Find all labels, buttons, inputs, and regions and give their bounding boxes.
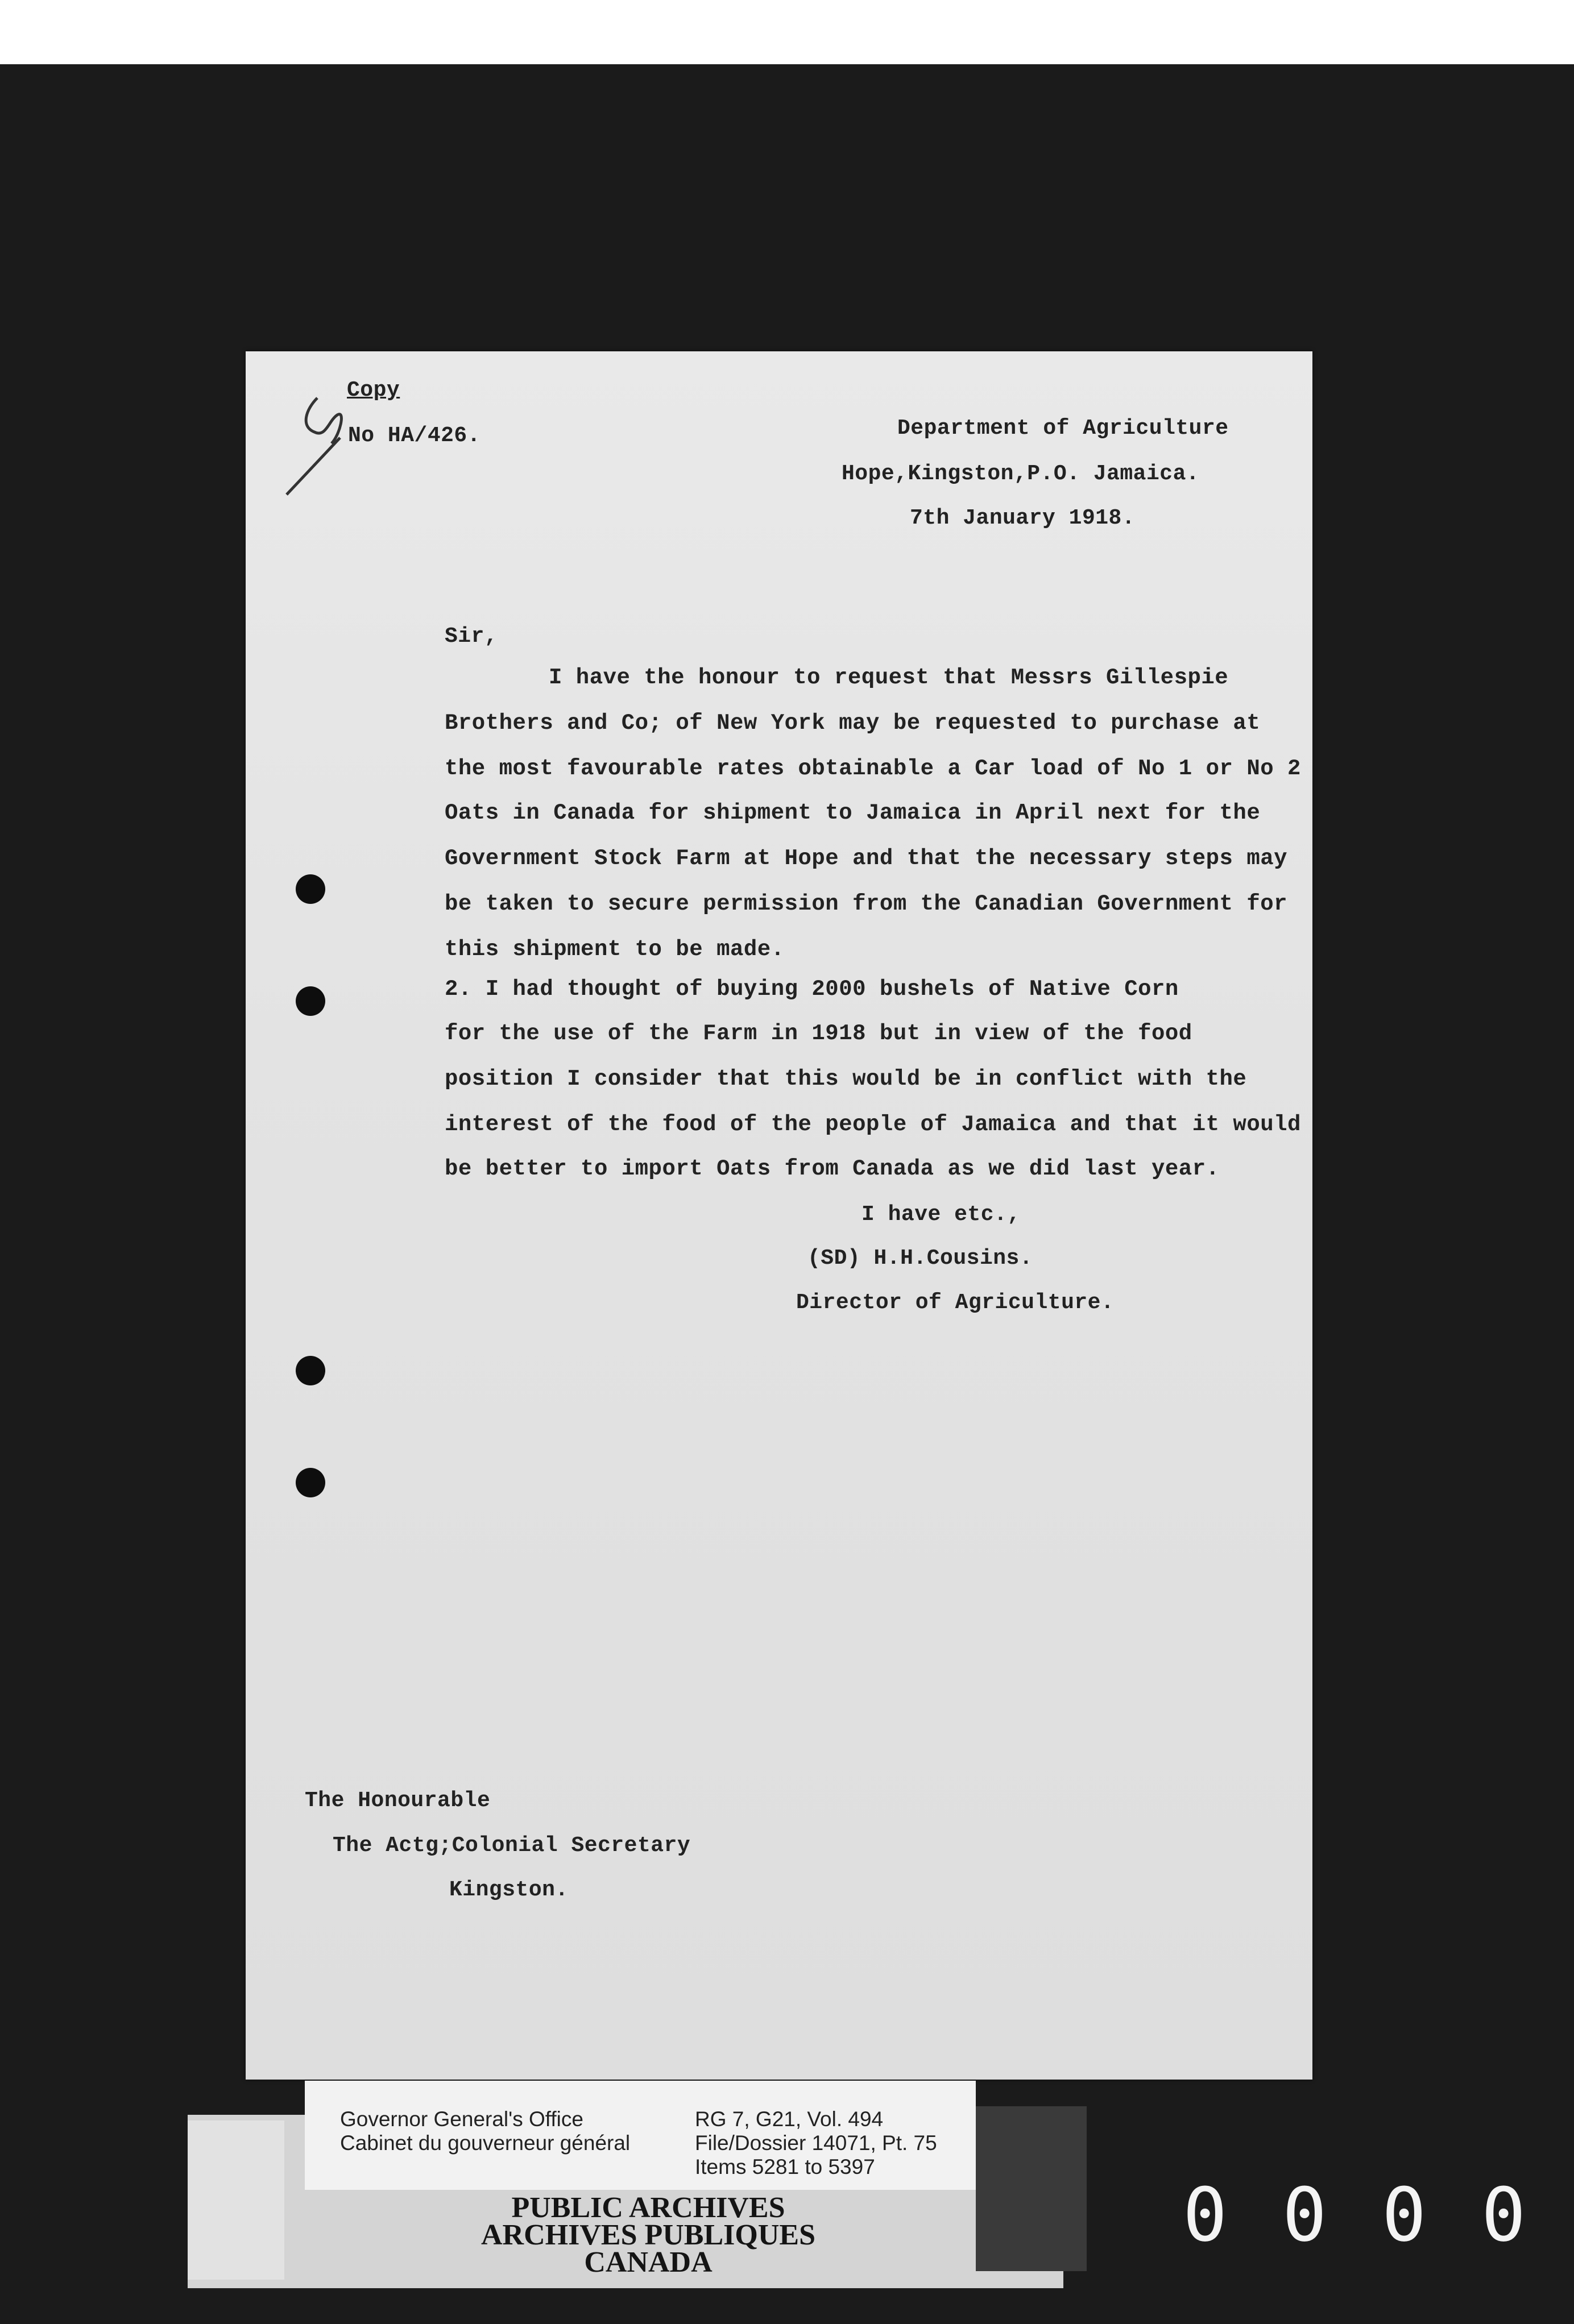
body-line: 2. I had thought of buying 2000 bushels of Native Corn — [445, 977, 1179, 1002]
stamp-line: ARCHIVES PUBLIQUES — [481, 2219, 816, 2251]
letter-page — [246, 351, 1312, 2080]
salutation: Sir, — [445, 624, 498, 649]
letter-date: 7th January 1918. — [910, 506, 1136, 530]
body-line: this shipment to be made. — [445, 937, 785, 962]
strip-edge — [188, 2120, 284, 2280]
punch-hole — [296, 1356, 325, 1385]
body-line: be better to import Oats from Canada as we did last year. — [445, 1156, 1220, 1181]
file-number: No HA/426. — [348, 424, 481, 448]
label-items: Items 5281 to 5397 — [695, 2155, 875, 2178]
addressee-line: Kingston. — [449, 1878, 569, 1902]
label-reference: RG 7, G21, Vol. 494 — [695, 2107, 884, 2131]
signature: (SD) H.H.Cousins. — [807, 1246, 1033, 1271]
addressee-line: The Honourable — [305, 1788, 491, 1813]
frame-counter-digit: 0 — [1382, 2172, 1427, 2258]
frame-counter-digit: 0 — [1481, 2172, 1526, 2258]
archives-stamp — [398, 2192, 898, 2279]
body-line: Brothers and Co; of New York may be requested to purchase at — [445, 711, 1261, 736]
frame-counter-digit: 0 — [1183, 2172, 1228, 2258]
body-line: interest of the food of the people of Jamaica and that it would — [445, 1112, 1301, 1137]
label-office-en: Governor General's Office — [340, 2107, 583, 2131]
body-line: the most favourable rates obtainable a Car load of No 1 or No 2 — [445, 756, 1301, 781]
stamp-line: CANADA — [584, 2246, 713, 2279]
frame-counter-digit: 0 — [1282, 2172, 1327, 2258]
signature-title: Director of Agriculture. — [796, 1290, 1115, 1315]
body-line: Oats in Canada for shipment to Jamaica in April next for the — [445, 800, 1261, 825]
label-file: File/Dossier 14071, Pt. 75 — [695, 2131, 937, 2155]
stamp-line: PUBLIC ARCHIVES — [511, 2192, 785, 2224]
punch-hole — [296, 874, 325, 904]
body-line: for the use of the Farm in 1918 but in view of the food — [445, 1021, 1192, 1046]
copy-mark: Copy — [347, 378, 400, 402]
addressee-line: The Actg;Colonial Secretary — [333, 1833, 691, 1858]
closing: I have etc., — [861, 1202, 1021, 1227]
punch-hole — [296, 1468, 325, 1497]
body-line: be taken to secure permission from the Canadian Government for — [445, 891, 1288, 916]
sender-address: Hope,Kingston,P.O. Jamaica. — [842, 462, 1200, 486]
strip-edge — [976, 2106, 1087, 2271]
punch-hole — [296, 986, 325, 1016]
body-line: position I consider that this would be in conflict with the — [445, 1066, 1247, 1092]
sender-department: Department of Agriculture — [897, 416, 1229, 441]
handwritten-initials — [283, 387, 357, 500]
body-line: I have the honour to request that Messrs Gillespie — [549, 665, 1229, 690]
label-office-fr: Cabinet du gouverneur général — [340, 2131, 631, 2155]
body-line: Government Stock Farm at Hope and that the necessary steps may — [445, 846, 1288, 871]
archive-label — [305, 2081, 976, 2190]
